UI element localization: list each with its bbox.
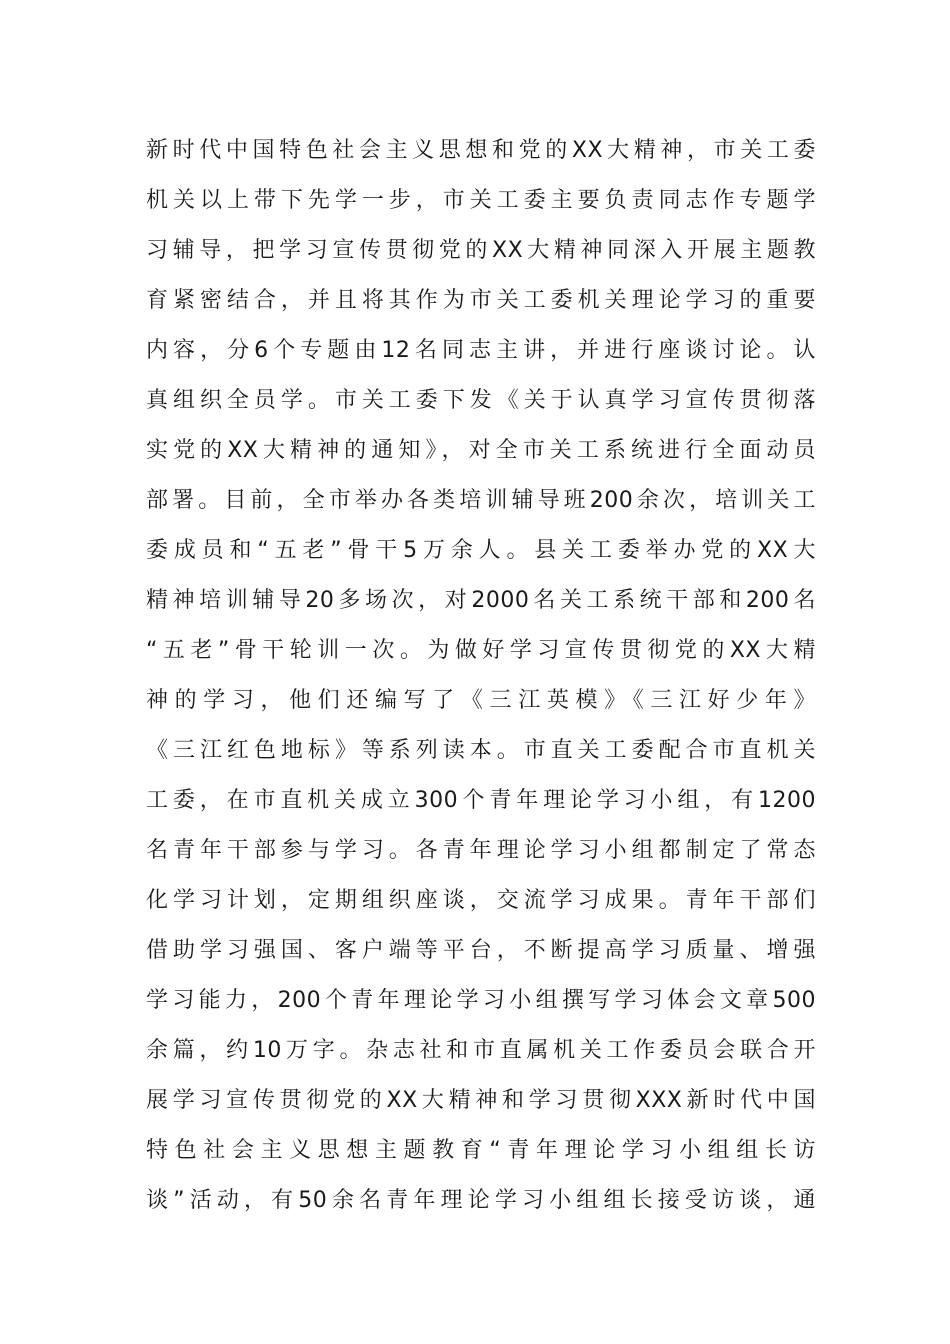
text-line: 特色社会主义思想主题教育“青年理论学习小组组长访 xyxy=(146,1138,816,1163)
text-line: 实党的XX大精神的通知》，对全市关工系统进行全面动员 xyxy=(146,438,816,463)
text-line: 习辅导，把学习宣传贯彻党的XX大精神同深入开展主题教 xyxy=(146,238,816,263)
text-line: 工委，在市直机关成立300个青年理论学习小组，有1200 xyxy=(146,788,816,813)
text-line: 神的学习，他们还编写了《三江英模》《三江好少年》 xyxy=(146,688,816,713)
text-line: 谈”活动，有50余名青年理论学习小组组长接受访谈，通 xyxy=(146,1188,816,1213)
text-line: 余篇，约10万字。杂志社和市直属机关工作委员会联合开 xyxy=(146,1038,816,1063)
text-line: 内容，分6个专题由12名同志主讲，并进行座谈讨论。认 xyxy=(146,338,816,363)
text-line: 精神培训辅导20多场次，对2000名关工系统干部和200名 xyxy=(146,588,816,613)
text-line: “五老”骨干轮训一次。为做好学习宣传贯彻党的XX大精 xyxy=(146,638,816,663)
text-line: 新时代中国特色社会主义思想和党的XX大精神，市关工委 xyxy=(146,138,816,163)
text-line: 《三江红色地标》等系列读本。市直关工委配合市直机关 xyxy=(146,738,816,763)
text-line: 委成员和“五老”骨干5万余人。县关工委举办党的XX大 xyxy=(146,538,816,563)
text-line: 机关以上带下先学一步，市关工委主要负责同志作专题学 xyxy=(146,188,816,213)
text-line: 化学习计划，定期组织座谈，交流学习成果。青年干部们 xyxy=(146,888,816,913)
text-line: 名青年干部参与学习。各青年理论学习小组都制定了常态 xyxy=(146,838,816,863)
text-line: 育紧密结合，并且将其作为市关工委机关理论学习的重要 xyxy=(146,288,816,313)
text-line: 部署。目前，全市举办各类培训辅导班200余次，培训关工 xyxy=(146,488,816,513)
text-line: 借助学习强国、客户端等平台，不断提高学习质量、增强 xyxy=(146,938,816,963)
text-line: 展学习宣传贯彻党的XX大精神和学习贯彻XXX新时代中国 xyxy=(146,1088,816,1113)
body-paragraph xyxy=(146,126,816,1226)
text-line: 真组织全员学。市关工委下发《关于认真学习宣传贯彻落 xyxy=(146,388,816,413)
text-line: 学习能力，200个青年理论学习小组撰写学习体会文章500 xyxy=(146,988,816,1013)
